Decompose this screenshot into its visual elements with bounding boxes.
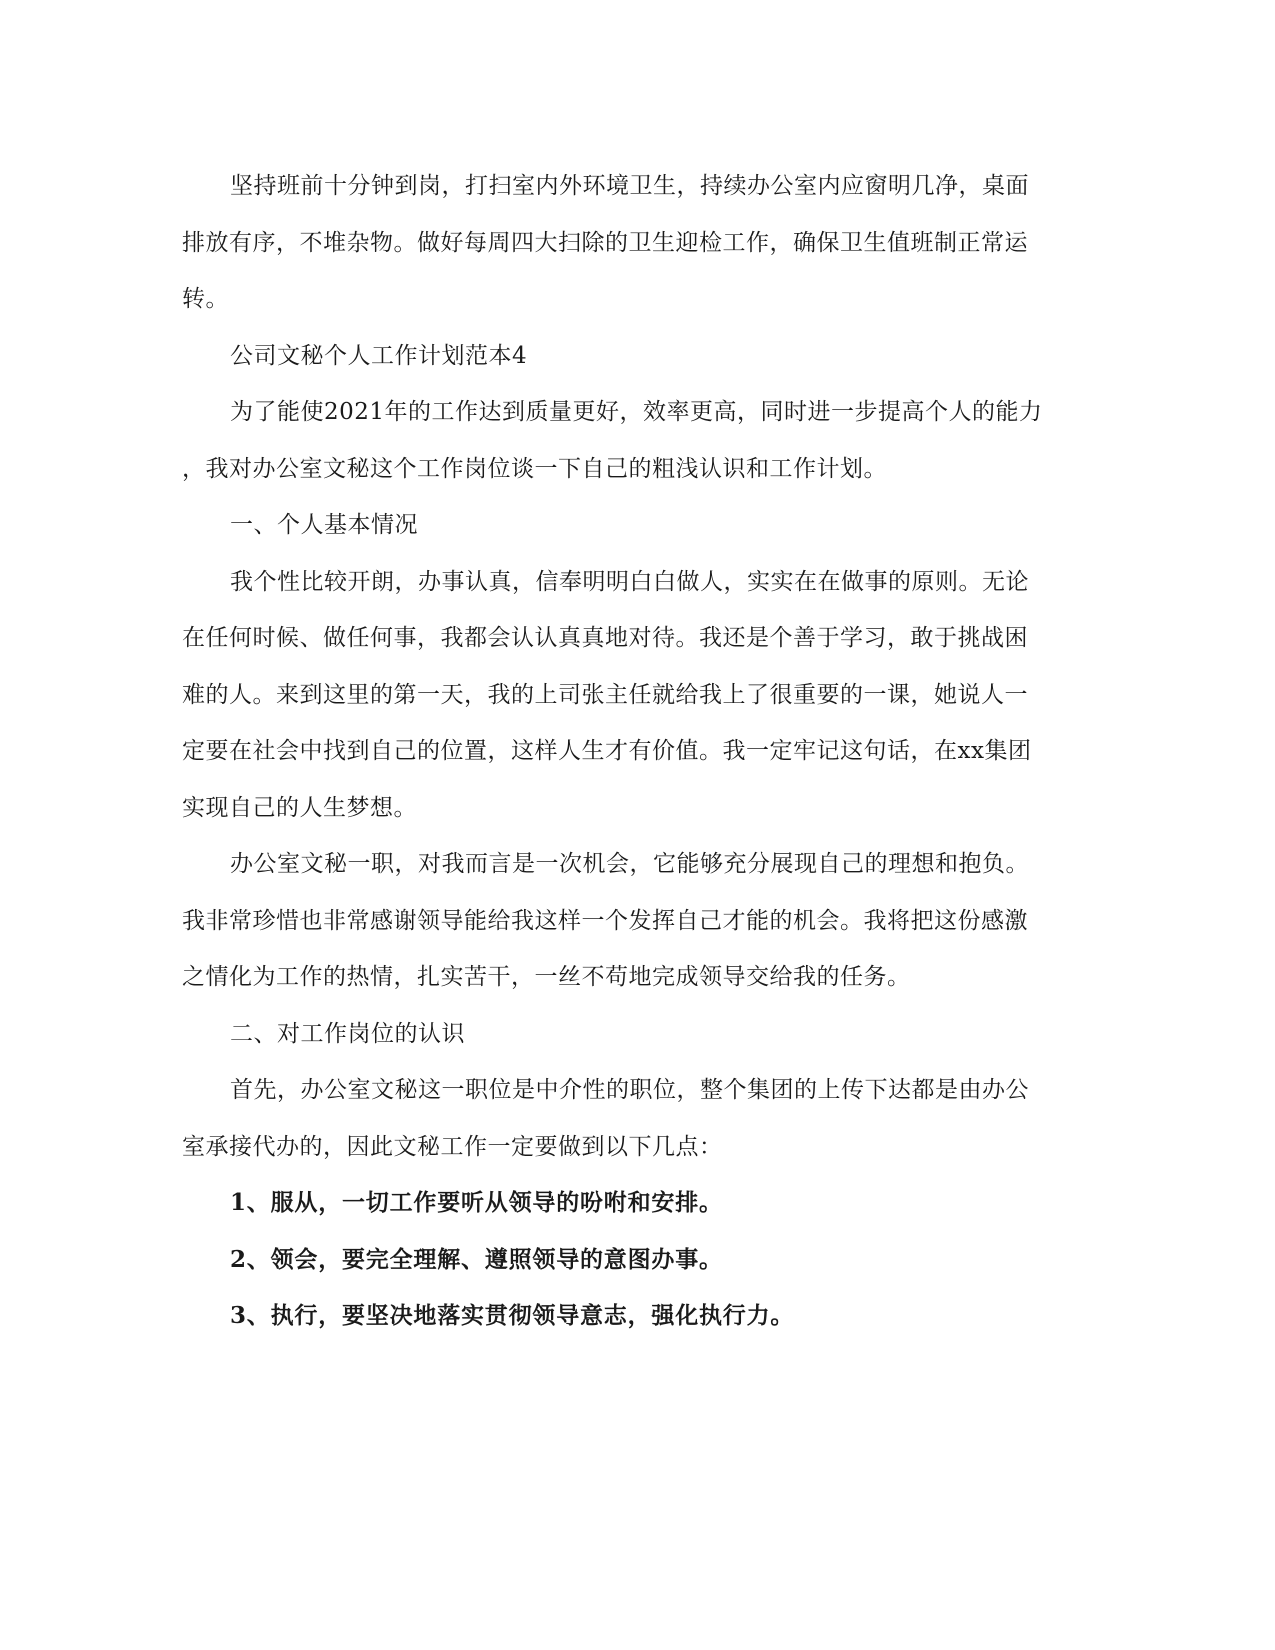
- paragraph-line: 在任何时候、做任何事，我都会认认真真地对待。我还是个善于学习，敢于挑战困: [182, 625, 1028, 651]
- paragraph-intro: [182, 384, 1043, 497]
- paragraph-line: 实现自己的人生梦想。: [182, 794, 417, 821]
- paragraph-line: 之情化为工作的热情，扎实苦干，一丝不苟地完成领导交给我的任务。: [182, 964, 911, 990]
- list-item-text: 2、领会，要完全理解、遵照领导的意图办事。: [230, 1245, 723, 1273]
- paragraph-intermediary: [182, 1062, 1038, 1175]
- list-item-text: 3、执行，要坚决地落实贯彻领导意志，强化执行力。: [230, 1302, 795, 1329]
- paragraph-line: 我非常珍惜也非常感谢领导能给我这样一个发挥自己才能的机会。我将把这份感激: [182, 907, 1028, 934]
- paragraph-line: 首先，办公室文秘这一职位是中介性的职位，整个集团的上传下达都是由办公: [230, 1077, 1029, 1103]
- heading-job-understanding: [182, 1006, 1038, 1063]
- paragraph-line: 难的人。来到这里的第一天，我的上司张主任就给我上了很重要的一课，她说人一: [182, 681, 1028, 708]
- list-item-execute: [182, 1288, 1038, 1345]
- paragraph-line: 转。: [182, 286, 229, 312]
- paragraph-line: 定要在社会中找到自己的位置，这样人生才有价值。我一定牢记这句话，在xx集团: [182, 738, 1032, 764]
- paragraph-line: 办公室文秘一职，对我而言是一次机会，它能够充分展现自己的理想和抱负。: [230, 851, 1029, 877]
- heading-text: 二、对工作岗位的认识: [230, 1020, 465, 1047]
- list-item-obey: [182, 1175, 1038, 1232]
- paragraph-line: 我个性比较开朗，办事认真，信奉明明白白做人，实实在在做事的原则。无论: [230, 568, 1029, 595]
- paragraph-opportunity: [182, 836, 1038, 1006]
- heading-personal-situation: [182, 497, 1038, 554]
- section-title-text: 公司文秘个人工作计划范本4: [230, 342, 528, 369]
- paragraph-line: 室承接代办的，因此文秘工作一定要做到以下几点：: [182, 1133, 723, 1160]
- paragraph-hygiene: [182, 158, 1038, 328]
- paragraph-personality: [182, 554, 1038, 837]
- section-title: [182, 328, 1038, 385]
- paragraph-line: 坚持班前十分钟到岗，打扫室内外环境卫生，持续办公室内应窗明几净，桌面: [230, 173, 1029, 199]
- document-body: [182, 158, 1043, 1345]
- list-item-comprehend: [182, 1232, 1038, 1289]
- heading-text: 一、个人基本情况: [230, 512, 418, 538]
- paragraph-line: ，我对办公室文秘这个工作岗位谈一下自己的粗浅认识和工作计划。: [182, 455, 887, 482]
- list-item-text: 1、服从，一切工作要听从领导的吩咐和安排。: [230, 1189, 723, 1216]
- paragraph-line: 为了能使2021年的工作达到质量更好，效率更高，同时进一步提高个人的能力: [230, 399, 1043, 425]
- paragraph-line: 排放有序，不堆杂物。做好每周四大扫除的卫生迎检工作，确保卫生值班制正常运: [182, 229, 1028, 256]
